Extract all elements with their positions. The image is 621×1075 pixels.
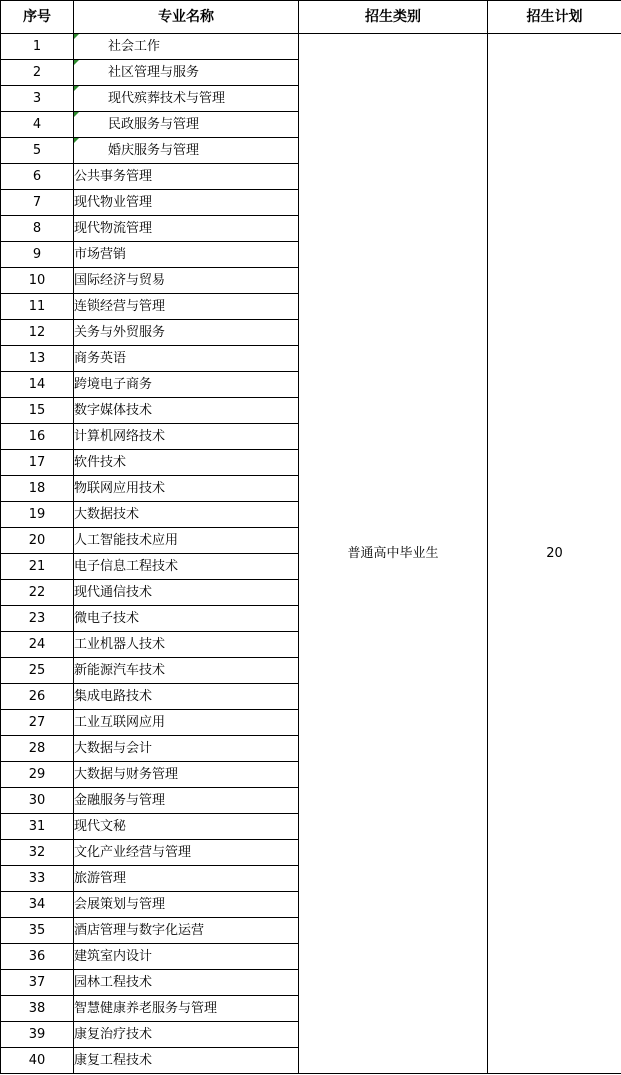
row-index: 3 [1, 86, 74, 112]
major-name: 微电子技术 [74, 606, 299, 632]
row-index: 26 [1, 684, 74, 710]
row-index: 33 [1, 866, 74, 892]
row-index: 15 [1, 398, 74, 424]
row-index: 29 [1, 762, 74, 788]
major-name: 社区管理与服务 [74, 60, 299, 86]
major-name: 园林工程技术 [74, 970, 299, 996]
major-name: 物联网应用技术 [74, 476, 299, 502]
row-index: 4 [1, 112, 74, 138]
major-name: 国际经济与贸易 [74, 268, 299, 294]
major-name: 市场营销 [74, 242, 299, 268]
major-name: 工业机器人技术 [74, 632, 299, 658]
header-index: 序号 [1, 1, 74, 34]
major-name: 大数据与财务管理 [74, 762, 299, 788]
row-index: 1 [1, 34, 74, 60]
row-index: 16 [1, 424, 74, 450]
major-name: 集成电路技术 [74, 684, 299, 710]
major-name: 旅游管理 [74, 866, 299, 892]
row-index: 31 [1, 814, 74, 840]
row-index: 25 [1, 658, 74, 684]
row-index: 7 [1, 190, 74, 216]
row-index: 10 [1, 268, 74, 294]
row-index: 18 [1, 476, 74, 502]
major-name: 数字媒体技术 [74, 398, 299, 424]
major-name: 现代通信技术 [74, 580, 299, 606]
row-index: 37 [1, 970, 74, 996]
major-name: 社会工作 [74, 34, 299, 60]
major-name: 跨境电子商务 [74, 372, 299, 398]
row-index: 24 [1, 632, 74, 658]
major-name: 文化产业经营与管理 [74, 840, 299, 866]
row-index: 17 [1, 450, 74, 476]
major-name: 公共事务管理 [74, 164, 299, 190]
row-index: 28 [1, 736, 74, 762]
table-body [1, 34, 621, 1074]
row-index: 5 [1, 138, 74, 164]
row-index: 35 [1, 918, 74, 944]
row-index: 6 [1, 164, 74, 190]
header-plan: 招生计划 [488, 1, 621, 34]
row-index: 40 [1, 1048, 74, 1074]
row-index: 32 [1, 840, 74, 866]
header-major: 专业名称 [74, 1, 299, 34]
major-name: 现代殡葬技术与管理 [74, 86, 299, 112]
row-index: 2 [1, 60, 74, 86]
major-name: 大数据技术 [74, 502, 299, 528]
major-name: 计算机网络技术 [74, 424, 299, 450]
row-index: 21 [1, 554, 74, 580]
major-name: 工业互联网应用 [74, 710, 299, 736]
row-index: 12 [1, 320, 74, 346]
major-name: 新能源汽车技术 [74, 658, 299, 684]
major-name: 金融服务与管理 [74, 788, 299, 814]
header-row [1, 1, 621, 34]
major-name: 会展策划与管理 [74, 892, 299, 918]
row-index: 13 [1, 346, 74, 372]
major-name: 婚庆服务与管理 [74, 138, 299, 164]
row-index: 14 [1, 372, 74, 398]
major-name: 智慧健康养老服务与管理 [74, 996, 299, 1022]
major-name: 商务英语 [74, 346, 299, 372]
major-name: 康复治疗技术 [74, 1022, 299, 1048]
row-index: 8 [1, 216, 74, 242]
major-name: 软件技术 [74, 450, 299, 476]
row-index: 36 [1, 944, 74, 970]
major-name: 电子信息工程技术 [74, 554, 299, 580]
major-name: 现代物流管理 [74, 216, 299, 242]
row-index: 20 [1, 528, 74, 554]
major-name: 现代物业管理 [74, 190, 299, 216]
row-index: 9 [1, 242, 74, 268]
row-index: 30 [1, 788, 74, 814]
row-index: 34 [1, 892, 74, 918]
row-index: 38 [1, 996, 74, 1022]
row-index: 19 [1, 502, 74, 528]
row-index: 22 [1, 580, 74, 606]
major-name: 民政服务与管理 [74, 112, 299, 138]
row-index: 39 [1, 1022, 74, 1048]
major-name: 大数据与会计 [74, 736, 299, 762]
enrollment-plan: 20 [488, 34, 621, 1074]
header-category: 招生类别 [299, 1, 488, 34]
major-name: 连锁经营与管理 [74, 294, 299, 320]
major-name: 现代文秘 [74, 814, 299, 840]
major-name: 关务与外贸服务 [74, 320, 299, 346]
table-row [1, 34, 621, 60]
major-name: 人工智能技术应用 [74, 528, 299, 554]
row-index: 11 [1, 294, 74, 320]
major-name: 酒店管理与数字化运营 [74, 918, 299, 944]
row-index: 23 [1, 606, 74, 632]
row-index: 27 [1, 710, 74, 736]
major-name: 康复工程技术 [74, 1048, 299, 1074]
major-name: 建筑室内设计 [74, 944, 299, 970]
enrollment-category: 普通高中毕业生 [299, 34, 488, 1074]
